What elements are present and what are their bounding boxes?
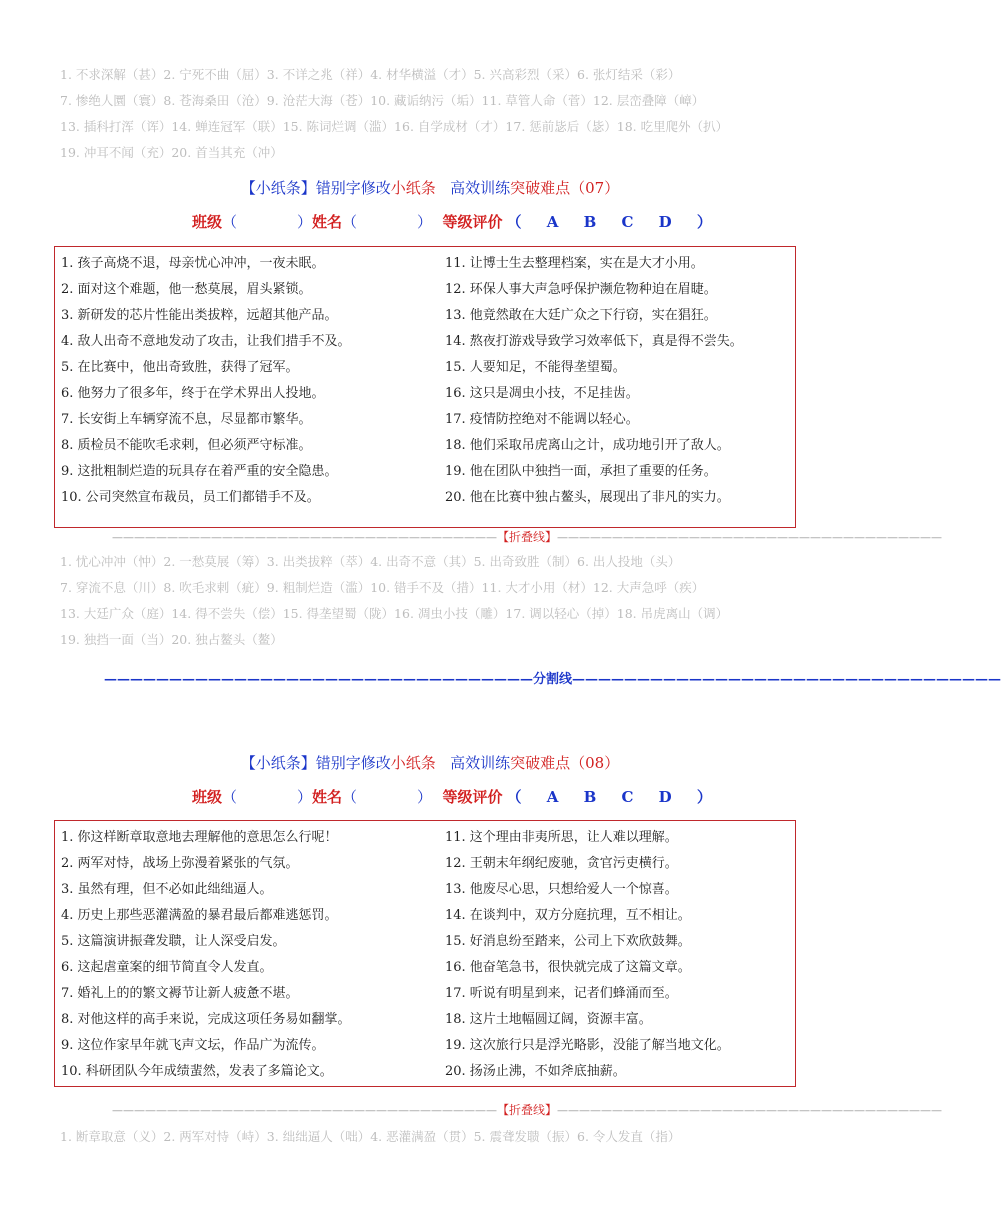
answer-line: 1. 不求深解（甚）2. 宁死不曲（屈）3. 不详之兆（祥）4. 材华横溢（才）5. 兴高彩烈（采）6. 张灯结采（彩） xyxy=(60,67,681,82)
left-column xyxy=(61,251,351,511)
list-item: 13. 他废尽心思，只想给爱人一个惊喜。 xyxy=(445,882,678,897)
list-item: 11. 让博士生去整理档案，实在是大才小用。 xyxy=(445,256,704,271)
answer-line: 7. 惨绝人圜（寰）8. 苍海桑田（沧）9. 沧茫大海（苍）10. 藏诟纳污（垢）11. 草管人命（菅）12. 层峦叠障（嶂） xyxy=(60,93,705,108)
list-item: 2. 两军对恃，战场上弥漫着紧张的气氛。 xyxy=(61,856,299,871)
list-item: 18. 这片土地幅圆辽阔，资源丰富。 xyxy=(445,1012,652,1027)
name-label: 姓名 xyxy=(312,788,343,806)
list-item: 6. 这起虐童案的细节简直令人发直。 xyxy=(61,960,273,975)
section-08-fold-line: ———————————————————————————————————【折叠线】——————————————————————————————————— xyxy=(112,1103,943,1117)
list-item: 10. 科研团队今年成绩蜚然，发表了多篇论文。 xyxy=(61,1064,333,1079)
class-field[interactable]: （ ） xyxy=(222,213,313,231)
list-item: 13. 他竟然敢在大廷广众之下行窃，实在猖狂。 xyxy=(445,308,717,323)
name-field[interactable]: （ ） xyxy=(342,788,433,806)
list-item: 17. 疫情防控绝对不能调以轻心。 xyxy=(445,412,639,427)
section-07-title: 【小纸条】错别字修改小纸条 高效训练突破难点（07） xyxy=(240,179,620,197)
list-item: 20. 扬汤止沸，不如斧底抽薪。 xyxy=(445,1064,626,1079)
list-item: 12. 王朝末年纲纪废驰，贪官污吏横行。 xyxy=(445,856,678,871)
answer-line: 7. 穿流不息（川）8. 吹毛求剌（疵）9. 粗制烂造（滥）10. 错手不及（措）11. 大才小用（材）12. 大声急呼（疾） xyxy=(60,580,705,595)
list-item: 1. 你这样断章取意地去理解他的意思怎么行呢！ xyxy=(61,830,338,845)
list-item: 9. 这批粗制烂造的玩具存在着严重的安全隐患。 xyxy=(61,464,338,479)
list-item: 4. 敌人出奇不意地发动了攻击，让我们措手不及。 xyxy=(61,334,351,349)
list-item: 5. 在比赛中，他出奇致胜，获得了冠军。 xyxy=(61,360,299,375)
list-item: 3. 新研发的芯片性能出类拔粹，远超其他产品。 xyxy=(61,308,338,323)
list-item: 15. 人要知足，不能得垄望蜀。 xyxy=(445,360,626,375)
list-item: 8. 对他这样的高手来说，完成这项任务易如翻掌。 xyxy=(61,1012,351,1027)
right-column xyxy=(445,251,743,511)
list-item: 14. 在谈判中，双方分庭抗理，互不相让。 xyxy=(445,908,691,923)
right-column xyxy=(445,825,730,1085)
grade-label: 等级评价 xyxy=(442,213,503,231)
list-item: 7. 长安街上车辆穿流不息，尽显都市繁华。 xyxy=(61,412,312,427)
list-item: 20. 他在比赛中独占鳌头，展现出了非凡的实力。 xyxy=(445,490,730,505)
list-item: 5. 这篇演讲振聋发聩，让人深受启发。 xyxy=(61,934,286,949)
fold-label: 【折叠线】 xyxy=(497,530,558,544)
section-07-info-row xyxy=(192,211,722,232)
class-label: 班级 xyxy=(192,213,223,231)
name-label: 姓名 xyxy=(312,213,343,231)
class-label: 班级 xyxy=(192,788,223,806)
list-item: 1. 孩子高烧不退，母亲忧心冲冲，一夜未眠。 xyxy=(61,256,325,271)
list-item: 17. 听说有明星到来，记者们蜂涌而至。 xyxy=(445,986,678,1001)
list-item: 19. 这次旅行只是浮光略影，没能了解当地文化。 xyxy=(445,1038,730,1053)
section-07-answers xyxy=(60,549,820,653)
list-item: 12. 环保人事大声急呼保护濒危物种迫在眉睫。 xyxy=(445,282,717,297)
fold-label: 【折叠线】 xyxy=(497,1103,558,1117)
list-item: 6. 他努力了很多年，终于在学术界出人投地。 xyxy=(61,386,325,401)
name-field[interactable]: （ ） xyxy=(342,213,433,231)
list-item: 18. 他们采取吊虎离山之计，成功地引开了敌人。 xyxy=(445,438,730,453)
grade-options: （ A B C D ） xyxy=(506,788,722,806)
list-item: 16. 这只是凋虫小技，不足挂齿。 xyxy=(445,386,639,401)
list-item: 2. 面对这个难题，他一愁莫展，眉头紧锁。 xyxy=(61,282,312,297)
split-label: 分割线 xyxy=(533,672,573,687)
answer-line: 1. 断章取意（义）2. 两军对恃（峙）3. 绌绌逼人（咄）4. 恶灌满盈（贯）5. 震聋发聩（振）6. 令人发直（指） xyxy=(60,1129,681,1144)
list-item: 11. 这个理由非夷所思，让人难以理解。 xyxy=(445,830,678,845)
list-item: 15. 好消息纷至踏来，公司上下欢欣鼓舞。 xyxy=(445,934,691,949)
answer-line: 1. 忧心冲冲（忡）2. 一愁莫展（筹）3. 出类拔粹（萃）4. 出奇不意（其）5. 出奇致胜（制）6. 出人投地（头） xyxy=(60,554,681,569)
list-item: 14. 熬夜打游戏导致学习效率低下，真是得不尝失。 xyxy=(445,334,743,349)
section-08-title: 【小纸条】错别字修改小纸条 高效训练突破难点（08） xyxy=(240,754,620,772)
answer-line: 19. 冲耳不闻（充）20. 首当其充（冲） xyxy=(60,145,283,160)
previous-answers xyxy=(60,62,820,166)
answer-line: 19. 独挡一面（当）20. 独占鳌头（鳌） xyxy=(60,632,283,647)
list-item: 9. 这位作家早年就飞声文坛，作品广为流传。 xyxy=(61,1038,325,1053)
list-item: 16. 他奋笔急书，很快就完成了这篇文章。 xyxy=(445,960,691,975)
section-08-answers xyxy=(60,1124,820,1150)
grade-label: 等级评价 xyxy=(442,788,503,806)
answer-line: 13. 插科打浑（诨）14. 蝉连冠军（联）15. 陈词烂调（滥）16. 自学成材（才）17. 惩前毖后（毖）18. 吃里爬外（扒） xyxy=(60,119,729,134)
list-item: 4. 历史上那些恶灌满盈的暴君最后都难逃惩罚。 xyxy=(61,908,338,923)
section-07-question-box xyxy=(54,246,796,528)
list-item: 3. 虽然有理，但不必如此绌绌逼人。 xyxy=(61,882,273,897)
section-08-question-box xyxy=(54,820,796,1087)
section-08-info-row xyxy=(192,786,722,807)
left-column xyxy=(61,825,351,1085)
answer-line: 13. 大廷广众（庭）14. 得不尝失（偿）15. 得垄望蜀（陇）16. 凋虫小技（雕）17. 调以轻心（掉）18. 吊虎离山（调） xyxy=(60,606,729,621)
list-item: 19. 他在团队中独挡一面，承担了重要的任务。 xyxy=(445,464,717,479)
grade-options: （ A B C D ） xyxy=(506,213,722,231)
section-07-fold-line: ———————————————————————————————————【折叠线】——————————————————————————————————— xyxy=(112,530,943,544)
list-item: 7. 婚礼上的的繁文褥节让新人疲惫不堪。 xyxy=(61,986,299,1001)
list-item: 10. 公司突然宣布裁员，员工们都错手不及。 xyxy=(61,490,320,505)
list-item: 8. 质检员不能吹毛求剌，但必须严守标准。 xyxy=(61,438,312,453)
split-line: —————————————————————————————————分割线————————————————————————————————— xyxy=(104,672,1001,687)
class-field[interactable]: （ ） xyxy=(222,788,313,806)
